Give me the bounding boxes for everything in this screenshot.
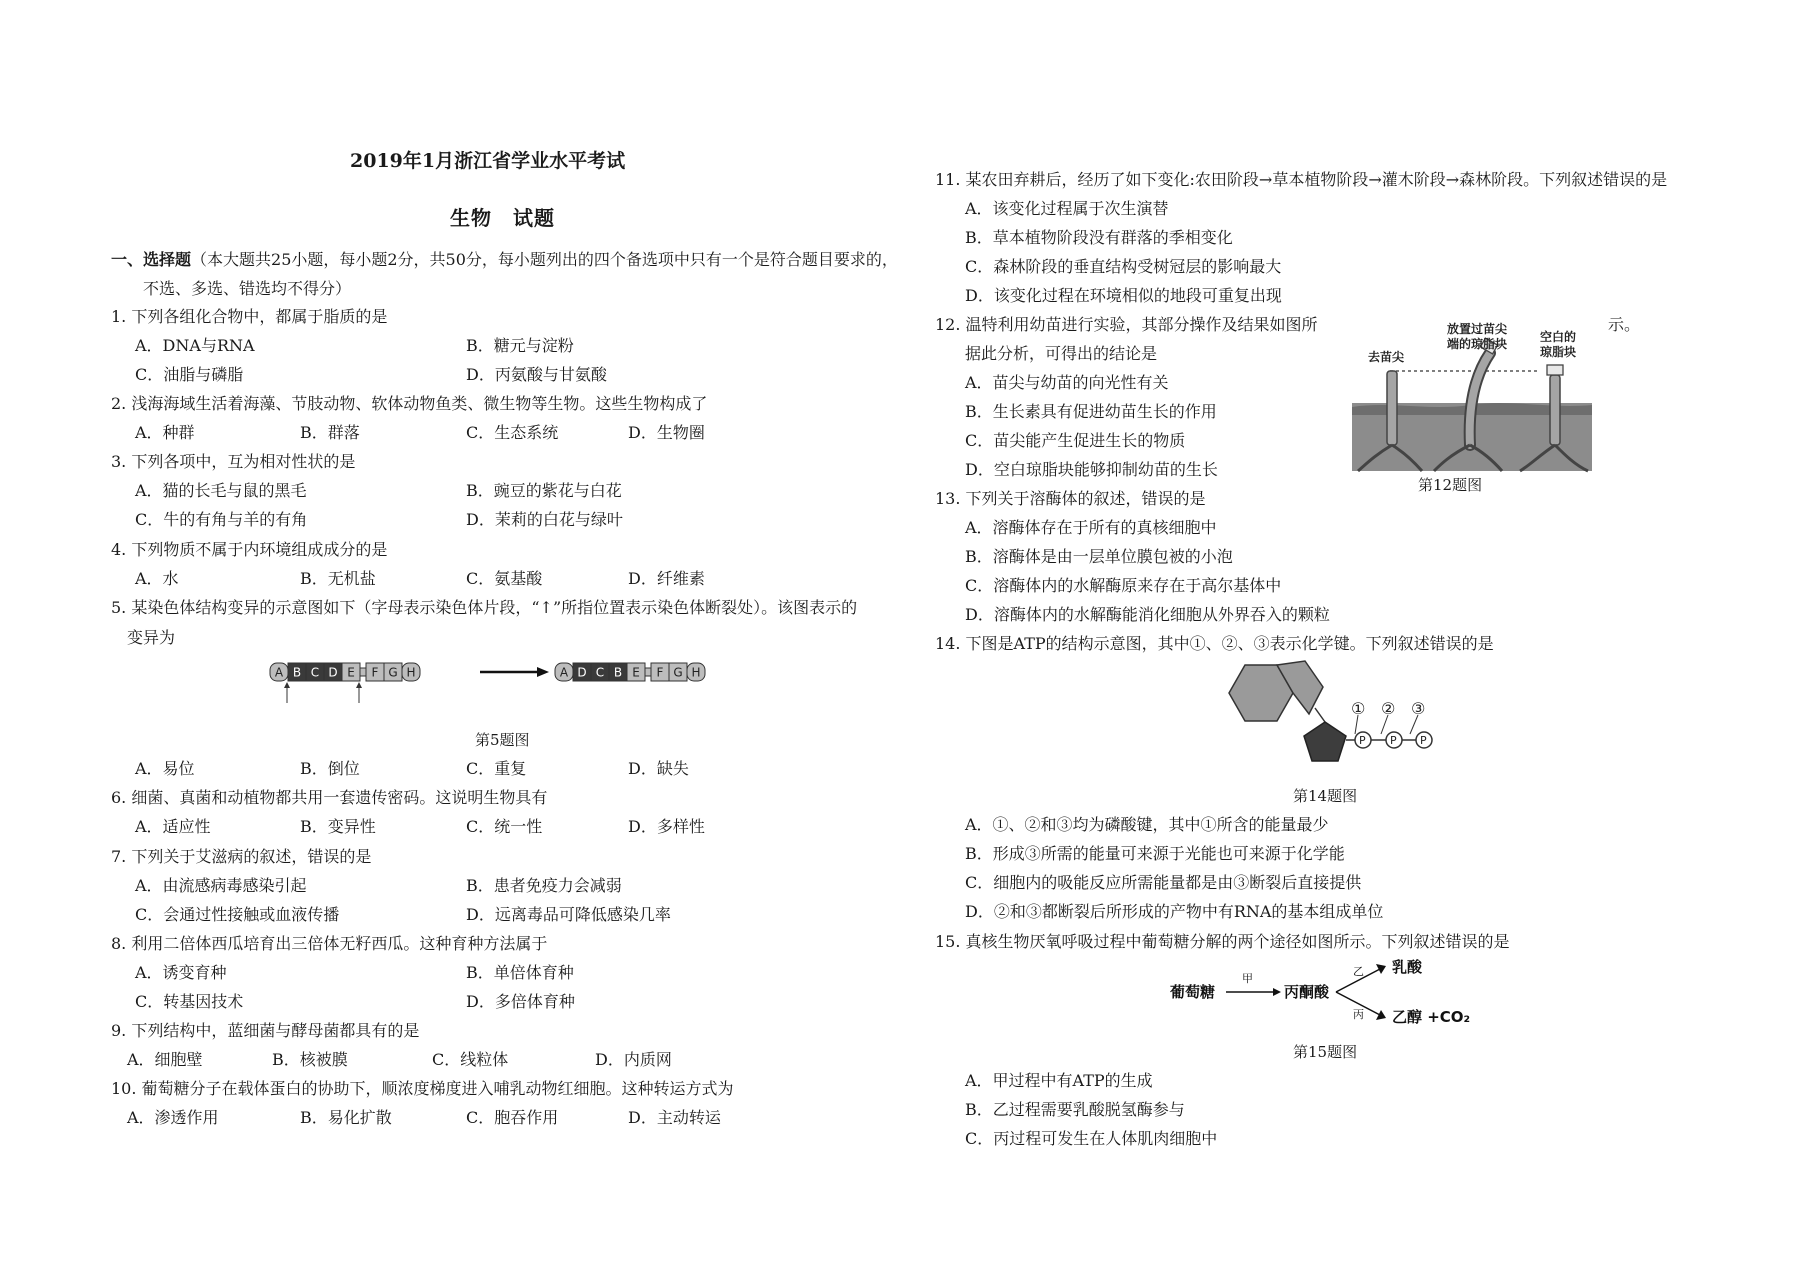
q8-option-c: C．转基因技术 (135, 992, 244, 1011)
q10-stem: 10. 葡萄糖分子在载体蛋白的协助下，顺浓度梯度进入哺乳动物红细胞。这种转运方式为 (111, 1079, 734, 1098)
q1-option-a: A．DNA与RNA (135, 336, 255, 355)
q10-option-b: B．易化扩散 (300, 1108, 392, 1127)
q7-option-b: B．患者免疫力会减弱 (466, 876, 622, 895)
chromosome-label-f: F (656, 665, 664, 680)
break-point-arrow-2 (356, 682, 362, 703)
q14-atp-figure (1205, 660, 1445, 770)
q4-stem: 4. 下列物质不属于内环境组成成分的是 (111, 540, 388, 559)
q10-option-c: C．胞吞作用 (466, 1108, 559, 1127)
chromosome-label-c: C (310, 665, 320, 680)
q9-stem: 9. 下列结构中，蓝细菌与酵母菌都具有的是 (111, 1021, 420, 1040)
chromosome-label-e: E (347, 665, 355, 680)
pyruvate-label: 丙酮酸 (1284, 983, 1330, 1001)
q5-option-d: D．缺失 (628, 759, 689, 778)
q5-stem-line1: 5. 某染色体结构变异的示意图如下（字母表示染色体片段，“↑”所指位置表示染色体断裂处）。该图表示的 (111, 598, 858, 617)
glucose-label: 葡萄糖 (1170, 983, 1216, 1001)
chromosome-label-h: H (691, 665, 701, 680)
q5-figure-caption: 第5题图 (475, 731, 530, 749)
arrowhead-yi (1376, 964, 1386, 974)
q9-option-c: C．线粒体 (432, 1050, 509, 1069)
q7-option-d: D．远离毒品可降低感染几率 (466, 905, 671, 924)
step-yi-label: 乙 (1353, 965, 1364, 978)
q12-figure-caption: 第12题图 (1418, 476, 1483, 494)
chromosome-label-b: B (613, 665, 623, 680)
q14-stem: 14. 下图是ATP的结构示意图，其中①、②、③表示化学键。下列叙述错误的是 (935, 634, 1494, 653)
section-instructions (111, 250, 898, 270)
q13-option-a: A．溶酶体存在于所有的真核细胞中 (965, 518, 1217, 537)
q12-option-c: C．苗尖能产生促进生长的物质 (965, 431, 1186, 450)
bond-label-3: ③ (1411, 699, 1426, 718)
transform-arrowhead (537, 667, 549, 677)
chromosome-after (555, 663, 705, 681)
q1-stem: 1. 下列各组化合物中，都属于脂质的是 (111, 307, 388, 326)
q4-option-d: D．纤维素 (628, 569, 705, 588)
section-heading: 一、选择题 (111, 250, 192, 269)
q6-option-b: B．变异性 (300, 817, 376, 836)
chromosome-label-c: C (595, 665, 605, 680)
label-blank-block-1: 空白的 (1540, 330, 1577, 344)
q11-stem: 11. 某农田弃耕后，经历了如下变化:农田阶段→草本植物阶段→灌木阶段→森林阶段。下列叙述错误的是 (935, 170, 1668, 189)
phosphate-2 (1386, 732, 1402, 748)
label-blank-block-2: 琼脂块 (1540, 345, 1577, 359)
q12-seedling-figure (1350, 315, 1600, 500)
q3-option-c: C．牛的有角与羊的有角 (135, 510, 308, 529)
chromosome-before (270, 663, 420, 681)
q15-option-a: A．甲过程中有ATP的生成 (965, 1071, 1153, 1090)
section-note-1: （本大题共25小题，每小题2分，共50分，每小题列出的四个备选项中只有一个是符合题目要求的， (191, 250, 898, 269)
chromosome-label-a: A (559, 665, 569, 680)
chromosome-label-d: D (577, 665, 587, 680)
q14-option-b: B．形成③所需的能量可来源于光能也可来源于化学能 (965, 844, 1345, 863)
q4-option-a: A．水 (135, 569, 179, 588)
bond-label-2: ② (1381, 699, 1396, 718)
q15-option-c: C．丙过程可发生在人体肌肉细胞中 (965, 1129, 1218, 1148)
q2-option-b: B．群落 (300, 423, 360, 442)
q1-option-b: B．糖元与淀粉 (466, 336, 574, 355)
phosphate-1-label: P (1359, 734, 1366, 747)
q8-option-b: B．单倍体育种 (466, 963, 574, 982)
q7-stem: 7. 下列关于艾滋病的叙述，错误的是 (111, 847, 372, 866)
exam-subtitle: 生物 试题 (450, 206, 555, 230)
phosphate-3-label: P (1420, 734, 1427, 747)
lactate-label: 乳酸 (1392, 958, 1423, 976)
chromosome-label-d: D (328, 665, 338, 680)
q14-option-d: D．②和③都断裂后所形成的产物中有RNA的基本组成单位 (965, 902, 1384, 921)
exam-title: 2019年1月浙江省学业水平考试 (350, 150, 626, 172)
step-jia-label: 甲 (1242, 972, 1253, 985)
chromosome-label-a: A (274, 665, 284, 680)
chromosome-label-h: H (406, 665, 416, 680)
q6-option-a: A．适应性 (135, 817, 211, 836)
q14-figure-caption: 第14题图 (1293, 787, 1358, 805)
q7-option-a: A．由流感病毒感染引起 (135, 876, 307, 895)
q3-option-a: A．猫的长毛与鼠的黑毛 (135, 481, 307, 500)
q5-chromosome-diagram (255, 655, 755, 707)
q14-option-a: A．①、②和③均为磷酸键，其中①所含的能量最少 (965, 815, 1329, 834)
q4-option-b: B．无机盐 (300, 569, 376, 588)
arrowhead-bing (1376, 1010, 1386, 1020)
q8-stem: 8. 利用二倍体西瓜培育出三倍体无籽西瓜。这种育种方法属于 (111, 934, 548, 953)
q11-option-d: D．该变化过程在环境相似的地段可重复出现 (965, 286, 1282, 305)
chromosome-label-g: G (388, 665, 398, 680)
q5-option-b: B．倒位 (300, 759, 360, 778)
q5-option-c: C．重复 (466, 759, 527, 778)
q11-option-c: C．森林阶段的垂直结构受树冠层的影响最大 (965, 257, 1282, 276)
centromere (645, 668, 651, 676)
q13-stem: 13. 下列关于溶酶体的叙述，错误的是 (935, 489, 1206, 508)
q14-option-c: C．细胞内的吸能反应所需能量都是由③断裂后直接提供 (965, 873, 1362, 892)
phosphate-2-label: P (1390, 734, 1397, 747)
q4-option-c: C．氨基酸 (466, 569, 543, 588)
q13-option-b: B．溶酶体是由一层单位膜包被的小泡 (965, 547, 1233, 566)
break-point-arrow-1 (284, 682, 290, 703)
q13-option-d: D．溶酶体内的水解酶能消化细胞从外界吞入的颗粒 (965, 605, 1330, 624)
q8-option-d: D．多倍体育种 (466, 992, 575, 1011)
q12-stem-line1: 12. 温特利用幼苗进行实验，其部分操作及结果如图所 (935, 315, 1318, 334)
q13-option-c: C．溶酶体内的水解酶原来存在于高尔基体中 (965, 576, 1282, 595)
step-bing-label: 丙 (1353, 1008, 1364, 1021)
q2-option-c: C．生态系统 (466, 423, 559, 442)
q12-stem-end: 示。 (1608, 315, 1641, 334)
q12-option-b: B．生长素具有促进幼苗生长的作用 (965, 402, 1217, 421)
section-note-2: 不选、多选、错选均不得分） (143, 279, 352, 298)
phosphate-3 (1416, 732, 1432, 748)
label-tip-block-2: 端的琼脂块 (1447, 337, 1508, 351)
base-ribose-bond (1315, 708, 1325, 722)
chromosome-label-e: E (632, 665, 640, 680)
q9-option-b: B．核被膜 (272, 1050, 348, 1069)
q2-option-a: A．种群 (135, 423, 195, 442)
q12-stem-line2: 据此分析，可得出的结论是 (965, 344, 1158, 363)
q1-option-c: C．油脂与磷脂 (135, 365, 244, 384)
bond-label-1: ① (1351, 699, 1366, 718)
label-tip-block-1: 放置过苗尖 (1447, 322, 1508, 336)
q12-option-a: A．苗尖与幼苗的向光性有关 (965, 373, 1169, 392)
q3-option-d: D．茉莉的白花与绿叶 (466, 510, 623, 529)
q15-pathway-figure (1170, 955, 1490, 1030)
q3-option-b: B．豌豆的紫花与白花 (466, 481, 622, 500)
q11-option-b: B．草本植物阶段没有群落的季相变化 (965, 228, 1233, 247)
q12-option-d: D．空白琼脂块能够抑制幼苗的生长 (965, 460, 1218, 479)
q11-option-a: A．该变化过程属于次生演替 (965, 199, 1169, 218)
phosphate-1 (1355, 732, 1371, 748)
centromere (360, 668, 366, 676)
q9-option-d: D．内质网 (595, 1050, 672, 1069)
q15-figure-caption: 第15题图 (1293, 1043, 1358, 1061)
arrowhead-jia (1273, 988, 1281, 996)
label-decapitated: 去苗尖 (1368, 350, 1405, 364)
q6-option-d: D．多样性 (628, 817, 705, 836)
q6-stem: 6. 细菌、真菌和动植物都共用一套遗传密码。这说明生物具有 (111, 788, 548, 807)
q2-option-d: D．生物圈 (628, 423, 705, 442)
q7-option-c: C．会通过性接触或血液传播 (135, 905, 340, 924)
q15-stem: 15. 真核生物厌氧呼吸过程中葡萄糖分解的两个途径如图所示。下列叙述错误的是 (935, 932, 1510, 951)
q6-option-c: C．统一性 (466, 817, 543, 836)
q5-option-a: A．易位 (135, 759, 195, 778)
q5-stem-line2: 变异为 (127, 628, 176, 647)
chromosome-label-b: B (292, 665, 302, 680)
q15-option-b: B．乙过程需要乳酸脱氢酶参与 (965, 1100, 1185, 1119)
q2-stem: 2. 浅海海域生活着海藻、节肢动物、软体动物鱼类、微生物等生物。这些生物构成了 (111, 394, 708, 413)
q1-option-d: D．丙氨酸与甘氨酸 (466, 365, 607, 384)
ethanol-label: 乙醇 +CO₂ (1392, 1008, 1471, 1026)
ribose-pentagon (1304, 722, 1346, 761)
q9-option-a: A．细胞壁 (127, 1050, 203, 1069)
chromosome-label-f: F (371, 665, 379, 680)
q3-stem: 3. 下列各项中，互为相对性状的是 (111, 452, 356, 471)
q10-option-a: A．渗透作用 (127, 1108, 219, 1127)
q10-option-d: D．主动转运 (628, 1108, 721, 1127)
chromosome-label-g: G (673, 665, 683, 680)
q8-option-a: A．诱变育种 (135, 963, 227, 982)
